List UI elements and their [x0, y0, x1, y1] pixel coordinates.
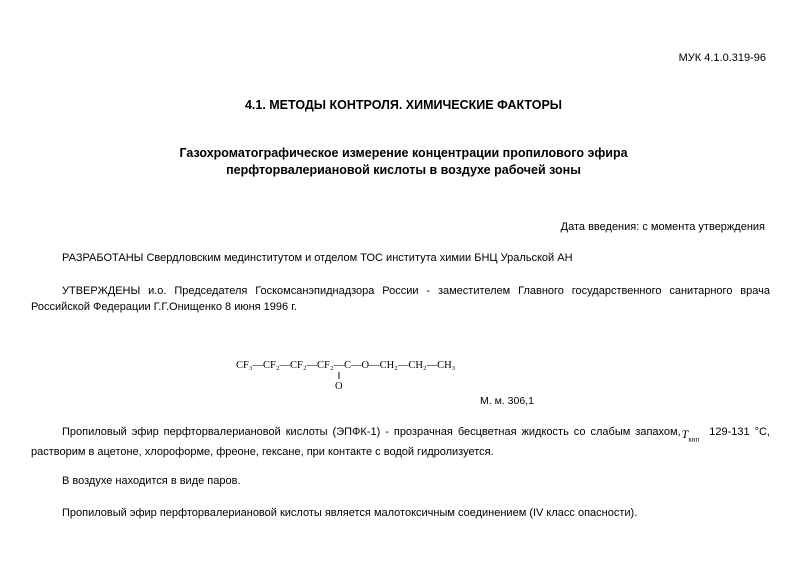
- document-title: [0, 145, 807, 179]
- developed-by-text: РАЗРАБОТАНЫ Свердловским мединститутом и отделом ТОС института химии БНЦ Уральской АН: [62, 252, 573, 264]
- air-form-text: В воздухе находится в виде паров.: [62, 475, 241, 487]
- approved-by-paragraph: [31, 283, 770, 315]
- description-paragraph: [31, 423, 770, 460]
- air-form-paragraph: [31, 473, 770, 489]
- toxicity-text: Пропиловый эфир перфторвалериановой кислоты является малотоксичным соединением (IV класс опасности).: [62, 507, 638, 519]
- carbonyl-oxygen: O: [335, 381, 343, 392]
- structural-formula: CF₃—CF₂—CF₂—CF₂—C—O—CH₂—CH₂—CH₃: [236, 360, 456, 371]
- molar-mass: М. м. 306,1: [480, 395, 534, 407]
- description-text-end: 129-131 °С, растворим в ацетоне, хлороформе, фреоне, гексане, при контакте с водой гидролизуется.: [31, 426, 770, 459]
- approved-by-text: УТВЕРЖДЕНЫ и.о. Председателя Госкомсанэпиднадзора России - заместителем Главного государственного санитарного врача Российской Федерации Г.Г.Онищенко 8 июня 1996 г.: [31, 285, 770, 313]
- description-text-start: Пропиловый эфир перфторвалериановой кислоты (ЭПФК-1) - прозрачная бесцветная жидкость со слабым запахом,: [62, 426, 681, 438]
- double-bond: ‖: [337, 371, 341, 382]
- toxicity-paragraph: [31, 505, 770, 521]
- developed-by-paragraph: [31, 250, 770, 266]
- document-title-line-1: Газохроматографическое измерение концентрации пропилового эфира: [179, 146, 628, 160]
- introduction-date: Дата введения: с момента утверждения: [560, 221, 765, 233]
- boiling-point-subscript: кип: [688, 435, 700, 444]
- boiling-point-symbol: $T_{кип}$: [681, 427, 700, 444]
- document-title-line-2: перфторвалериановой кислоты в воздухе рабочей зоны: [226, 163, 581, 177]
- section-title: 4.1. МЕТОДЫ КОНТРОЛЯ. ХИМИЧЕСКИЕ ФАКТОРЫ: [244, 98, 563, 112]
- carbonyl-group: [335, 372, 343, 392]
- document-code: МУК 4.1.0.319-96: [678, 52, 766, 64]
